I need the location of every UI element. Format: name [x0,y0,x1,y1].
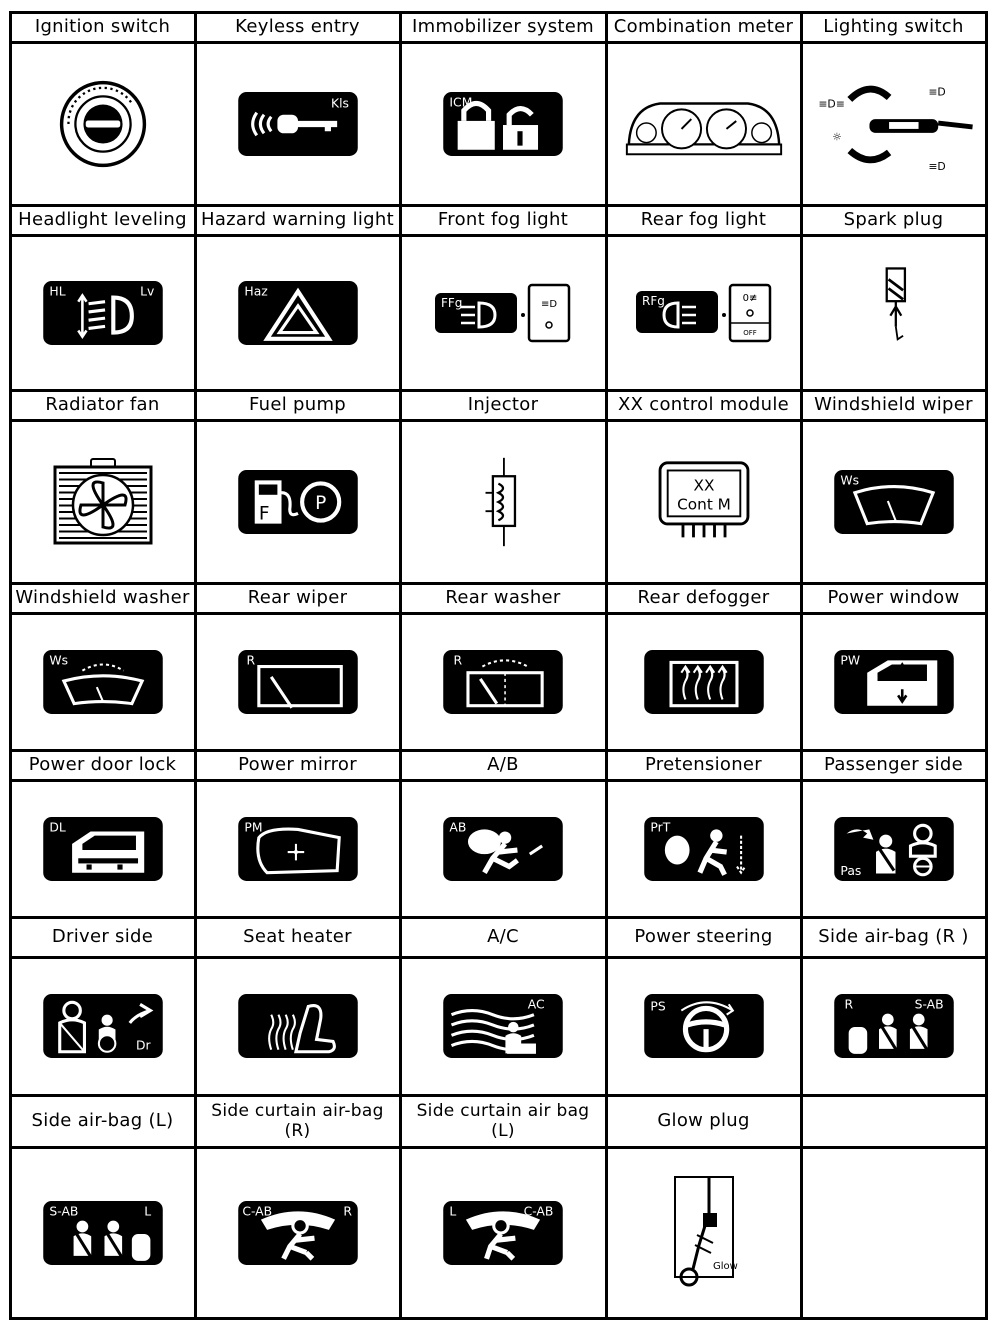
svg-text:AC: AC [527,997,545,1012]
grid-line [10,1146,986,1149]
cell-label: Lighting switch [823,16,964,37]
grid-line [10,234,986,237]
cell-label: Pretensioner [644,754,763,775]
cell-label: Fuel pump [248,394,347,415]
svg-text:C-AB: C-AB [241,1203,272,1218]
svg-text:RFg: RFg [641,293,665,308]
cell-label: Rear fog light [640,209,767,230]
svg-text:R: R [342,1203,352,1218]
grid-line [800,11,803,1320]
svg-text:FFg: FFg [441,295,463,310]
cell-label: Windshield wiper [814,394,973,415]
cell-label: Injector [467,394,539,415]
rear-wiper-icon [236,648,360,716]
svg-text:R: R [844,997,853,1012]
windshield-wiper-icon [832,468,956,536]
svg-text:≡D: ≡D [927,159,946,173]
cell-label: Side curtain air-bag (R) [211,1101,384,1141]
airbag-icon [441,815,565,883]
windshield-washer-icon [41,648,165,716]
svg-text:P: P [314,492,326,514]
cell-label: A/C [487,926,519,947]
svg-text:PS: PS [649,999,666,1014]
cell-label: Windshield washer [15,587,190,608]
svg-text:Ws: Ws [48,652,68,667]
cell-label: Driver side [51,926,154,947]
grid-line [399,11,402,1320]
keyless-entry-icon [236,90,360,158]
svg-text:R: R [453,652,463,667]
cell-label: Side curtain air bag (L) [416,1101,590,1141]
cell-label: Rear wiper [247,587,348,608]
cell-label: Ignition switch [34,16,171,37]
rear-defogger-icon [642,648,766,716]
svg-text:S-AB: S-AB [48,1203,78,1218]
grid-line [9,11,12,1320]
svg-text:Glow: Glow [712,1260,738,1272]
svg-text:R: R [245,652,255,667]
svg-text:Haz: Haz [243,283,268,298]
spark-plug-icon [866,263,922,363]
cell-label [805,1097,982,1145]
glow-plug-icon [669,1173,739,1293]
cell-label: Headlight leveling [18,209,187,230]
ignition-switch-icon [57,78,149,170]
seat-heater-icon [236,992,360,1060]
air-conditioner-icon [441,992,565,1060]
svg-text:Ws: Ws [839,472,859,487]
lighting-switch-icon [810,70,978,178]
cell-label: Power mirror [238,754,357,775]
cell-label: Rear washer [445,587,561,608]
svg-text:C-AB: C-AB [523,1203,554,1218]
rear-fog-light-icon [634,281,774,345]
cell-label: Spark plug [843,209,944,230]
svg-text:PM: PM [243,819,263,834]
grid-line [10,956,986,959]
power-window-icon [832,648,956,716]
power-door-lock-icon [41,815,165,883]
hazard-warning-icon [236,279,360,347]
cell-label: Front fog light [437,209,569,230]
curtain-airbag-left-icon [441,1199,565,1267]
cell-label: Power window [827,587,960,608]
fuel-pump-icon [236,468,360,536]
rear-washer-icon [441,648,565,716]
svg-text:S-AB: S-AB [914,997,944,1012]
grid-line [10,1317,986,1320]
svg-text:L: L [449,1203,457,1218]
cell-label: Keyless entry [235,16,360,37]
cell-label: Hazard warning light [201,209,394,230]
svg-text:Kls: Kls [330,96,349,111]
svg-text:HL: HL [48,283,66,298]
immobilizer-icon [441,90,565,158]
grid-line [194,11,197,1320]
cell-label: Rear defogger [637,587,770,608]
cell-label: Side air-bag (R ) [818,926,969,947]
side-airbag-left-icon [41,1199,165,1267]
side-airbag-right-icon [832,992,956,1060]
cell-label: Passenger side [823,754,963,775]
combination-meter-icon [621,89,787,159]
cell-label: Immobilizer system [412,16,594,37]
grid-line [10,419,986,422]
pretensioner-icon [642,815,766,883]
headlight-leveling-icon [41,279,165,347]
control-module-icon [656,459,752,545]
svg-text:0≢: 0≢ [742,292,757,304]
svg-text:PW: PW [839,652,860,667]
svg-text:Dr: Dr [135,1038,151,1053]
svg-text:DL: DL [48,819,66,834]
cell-label: Power steering [634,926,773,947]
cell-label: XX control module [617,394,790,415]
cell-label: Radiator fan [45,394,160,415]
svg-text:☼: ☼ [831,130,842,144]
svg-text:XX: XX [693,476,714,495]
front-fog-light-icon [433,281,573,345]
power-steering-icon [642,992,766,1060]
grid-line [10,779,986,782]
injector-icon [479,456,527,548]
radiator-fan-icon [53,456,153,548]
cell-label: A/B [487,754,519,775]
cell-label: Power door lock [28,754,177,775]
svg-text:AB: AB [449,819,467,834]
svg-text:Pas: Pas [839,863,861,878]
grid-line [985,11,988,1320]
svg-text:≡D: ≡D [540,298,558,310]
svg-text:ICM: ICM [449,94,473,109]
svg-text:L: L [143,1203,151,1218]
svg-text:OFF: OFF [742,328,757,337]
driver-side-icon [41,992,165,1060]
svg-text:PrT: PrT [649,819,670,834]
grid-line [605,11,608,1320]
grid-line [10,612,986,615]
svg-text:Lv: Lv [139,283,154,298]
cell-label: Seat heater [243,926,352,947]
cell-label: Combination meter [613,16,794,37]
svg-text:≡D: ≡D [927,85,946,99]
passenger-side-icon [832,815,956,883]
power-mirror-icon [236,815,360,883]
cell-label: Side air-bag (L) [31,1110,174,1131]
grid-line [10,41,986,44]
curtain-airbag-right-icon [236,1199,360,1267]
cell-label: Glow plug [657,1110,750,1131]
svg-text:≡D≡: ≡D≡ [817,96,845,110]
svg-text:F: F [258,503,270,525]
svg-text:Cont M: Cont M [676,495,731,514]
